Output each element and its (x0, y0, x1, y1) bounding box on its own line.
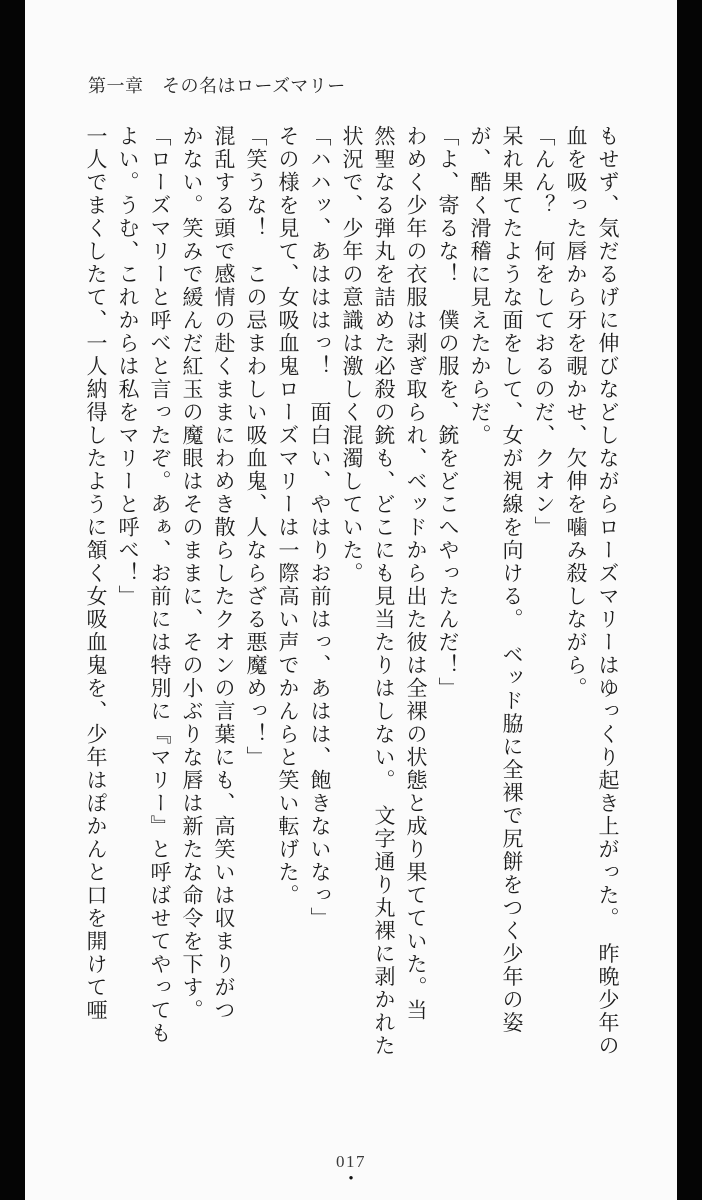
text-line: かない。笑みで緩んだ紅玉の魔眼はそのままに、その小ぶりな唇は新たな命令を下す。 (180, 125, 204, 1022)
text-line: わめく少年の衣服は剥ぎ取られ、ベッドから出た彼は全裸の状態と成り果てていた。当 (404, 125, 428, 1022)
text-line: 「ハハッ、あはははっ！ 面白い、やはりお前はっ、あはは、飽きないなっ」 (308, 125, 332, 930)
page-marker-dot-icon: ● (348, 1173, 354, 1182)
text-line: 状況で、少年の意識は激しく混濁していた。 (340, 125, 364, 585)
right-border-bar (677, 0, 702, 1200)
left-border-bar (0, 0, 25, 1200)
text-line: よい。うむ、これからは私をマリーと呼べ！」 (116, 125, 140, 608)
text-line: 「んん？ 何をしておるのだ、クオン」 (532, 125, 556, 539)
text-line: 然聖なる弾丸を詰めた必殺の銃も、どこにも見当たりはしない。 文字通り丸裸に剥かれた (372, 125, 396, 1058)
text-line: 呆れ果てたような面をして、女が視線を向ける。 ベッド脇に全裸で尻餅をつく少年の姿 (500, 125, 524, 1035)
text-line: もせず、気だるげに伸びなどしながらローズマリーはゆっくり起き上がった。 昨晩少年の (596, 125, 620, 1058)
text-line: が、酷く滑稽に見えたからだ。 (468, 125, 492, 447)
page-number: 017 (336, 1152, 366, 1171)
text-line: 「ローズマリーと呼べと言ったぞ。あぁ、お前には特別に『マリー』と呼ばせてやっても (148, 125, 172, 1045)
text-line: 血を吸った唇から牙を覗かせ、欠伸を噛み殺しながら。 (564, 125, 588, 700)
text-line: その様を見て、女吸血鬼ローズマリーは一際高い声でかんらと笑い転げた。 (276, 125, 300, 907)
text-line: 一人でまくしたて、一人納得したように頷く女吸血鬼を、少年はぽかんと口を開けて唖 (84, 125, 108, 1022)
text-line: 「よ、寄るな！ 僕の服を、銃をどこへやったんだ！」 (436, 125, 460, 700)
text-line: 混乱する頭で感情の赴くままにわめき散らしたクオンの言葉にも、高笑いは収まりがつ (212, 125, 236, 1022)
body-text (80, 125, 624, 1077)
chapter-header: 第一章 その名はローズマリー (88, 76, 346, 96)
page-footer (0, 1152, 702, 1183)
text-line: 「笑うな！ この忌まわしい吸血鬼、人ならざる悪魔めっ！」 (244, 125, 268, 769)
